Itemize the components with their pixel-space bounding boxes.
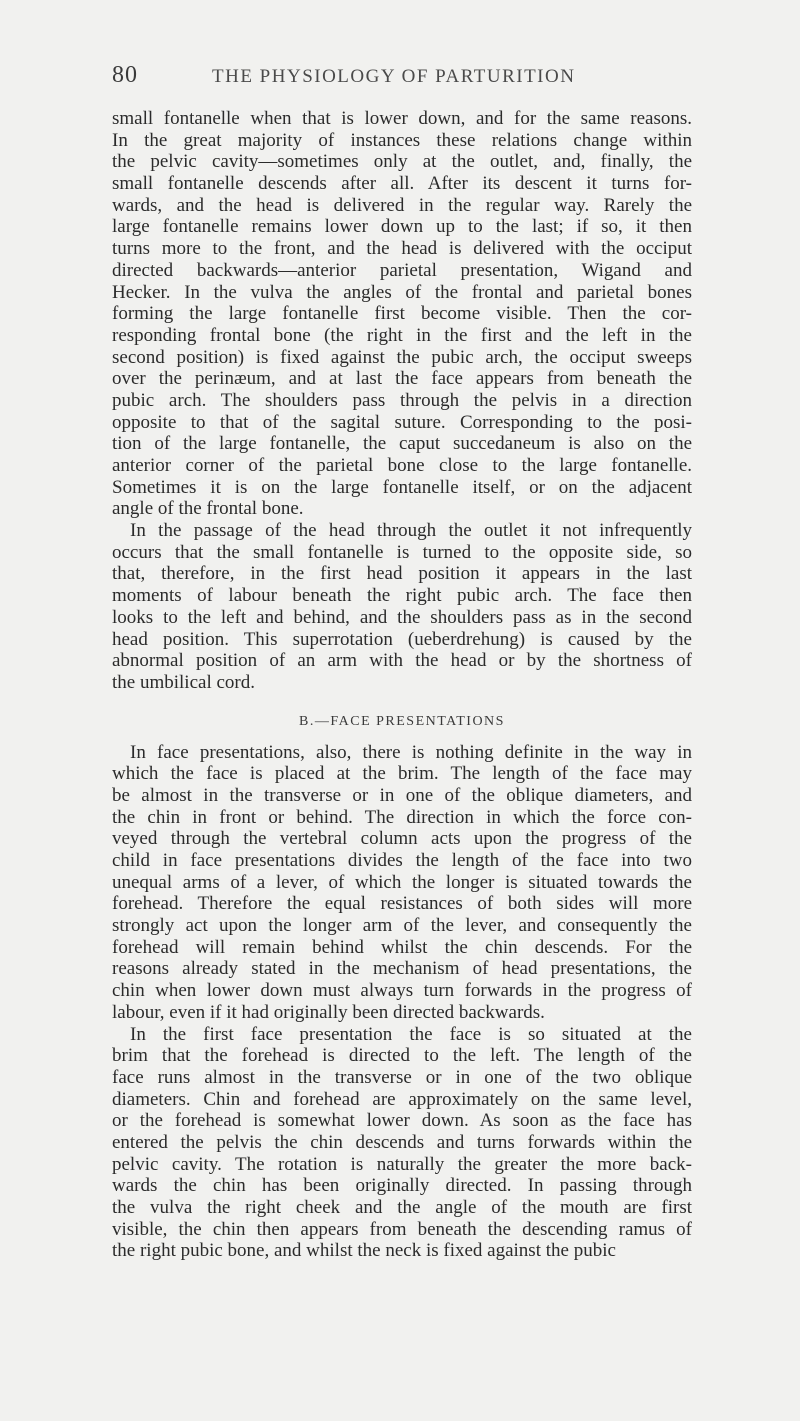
page-body [112, 108, 692, 1262]
text-block-after-heading [112, 742, 692, 1263]
text-line: forming the large fontanelle first become visible. Then the cor- [112, 303, 692, 325]
text-line: face runs almost in the transverse or in one of the two oblique [112, 1066, 692, 1088]
text-line: In the great majority of instances these relations change within [112, 129, 692, 151]
text-line: chin when lower down must always turn forwards in the progress of [112, 980, 692, 1002]
paragraph [112, 520, 692, 694]
text-line: forehead will remain behind whilst the chin descends. For the [112, 936, 692, 958]
text-line: angle of the frontal bone. [112, 498, 304, 520]
text-line: the vulva the right cheek and the angle of the mouth are first [112, 1197, 692, 1218]
text-line: large fontanelle remains lower down up to the last; if so, it then [112, 216, 692, 238]
text-line: opposite to that of the sagital suture. Corresponding to the posi- [112, 411, 692, 433]
text-block-before-heading [112, 108, 692, 694]
text-line: looks to the left and behind, and the shoulders pass as in the second [112, 606, 692, 628]
text-line: the chin in front or behind. The direction in which the force con- [112, 806, 692, 828]
paragraph [112, 742, 692, 1024]
text-line: responding frontal bone (the right in the first and the left in the [112, 324, 692, 346]
text-line: occurs that the small fontanelle is turned to the opposite side, so [112, 541, 692, 563]
page-number: 80 [112, 62, 138, 88]
text-line: moments of labour beneath the right pubic arch. The face then [112, 585, 692, 607]
text-line: or the forehead is somewhat lower down. As soon as the face has [112, 1110, 692, 1132]
text-line: forehead. Therefore the equal resistances of both sides will more [112, 893, 692, 915]
text-line: Sometimes it is on the large fontanelle itself, or on the adjacent [112, 476, 692, 498]
running-title: THE PHYSIOLOGY OF PARTURITION [212, 66, 576, 87]
text-line: small fontanelle descends after all. After its descent it turns for- [112, 173, 692, 195]
text-line: strongly act upon the longer arm of the lever, and consequently the [112, 915, 692, 937]
text-line: In the first face presentation the face is so situated at the [130, 1023, 692, 1045]
text-line: second position) is fixed against the pubic arch, the occiput sweeps [112, 346, 692, 368]
page-header [112, 62, 692, 102]
text-line: brim that the forehead is directed to the left. The length of the [112, 1045, 692, 1067]
text-line: tion of the large fontanelle, the caput succedaneum is also on the [112, 433, 692, 455]
text-line: abnormal position of an arm with the head or by the shortness of [112, 650, 692, 672]
text-line: Hecker. In the vulva the angles of the frontal and parietal bones [112, 281, 692, 303]
text-line: visible, the chin then appears from beneath the descending ramus of [112, 1218, 692, 1240]
text-line: child in face presentations divides the length of the face into two [112, 850, 692, 871]
text-line: wards, and the head is delivered in the regular way. Rarely the [112, 194, 692, 216]
text-line: In the passage of the head through the outlet it not infrequently [130, 520, 692, 542]
text-line: the right pubic bone, and whilst the neck is fixed against the pubic [112, 1240, 616, 1262]
text-line: pubic arch. The shoulders pass through the pelvis in a direction [112, 389, 692, 411]
text-line: small fontanelle when that is lower down, and for the same reasons. [112, 108, 692, 129]
paragraph [112, 108, 692, 520]
text-line: anterior corner of the parietal bone close to the large fontanelle. [112, 455, 692, 476]
paragraph [112, 1024, 692, 1263]
text-line: pelvic cavity. The rotation is naturally the greater the more back- [112, 1153, 692, 1175]
text-line: head position. This superrotation (ueberdrehung) is caused by the [112, 628, 692, 650]
text-line: turns more to the front, and the head is delivered with the occiput [112, 238, 692, 260]
text-line: over the perinæum, and at last the face appears from beneath the [112, 368, 692, 390]
text-line: entered the pelvis the chin descends and turns forwards within the [112, 1131, 692, 1153]
text-line: directed backwards—anterior parietal presentation, Wigand and [112, 259, 692, 281]
text-line: wards the chin has been originally directed. In passing through [112, 1175, 692, 1197]
text-line: labour, even if it had originally been directed backwards. [112, 1001, 545, 1023]
text-line: diameters. Chin and forehead are approximately on the same level, [112, 1088, 692, 1110]
text-line: In face presentations, also, there is nothing definite in the way in [130, 741, 692, 763]
text-line: veyed through the vertebral column acts upon the progress of the [112, 828, 692, 850]
text-line: be almost in the transverse or in one of the oblique diameters, and [112, 784, 692, 806]
text-line: reasons already stated in the mechanism of head presentations, the [112, 958, 692, 980]
text-line: that, therefore, in the first head position it appears in the last [112, 563, 692, 585]
text-line: the umbilical cord. [112, 671, 255, 693]
text-line: which the face is placed at the brim. The length of the face may [112, 763, 692, 785]
text-line: the pelvic cavity—sometimes only at the outlet, and, finally, the [112, 151, 692, 173]
section-heading: B.—FACE PRESENTATIONS [299, 713, 505, 729]
text-line: unequal arms of a lever, of which the longer is situated towards the [112, 871, 692, 893]
